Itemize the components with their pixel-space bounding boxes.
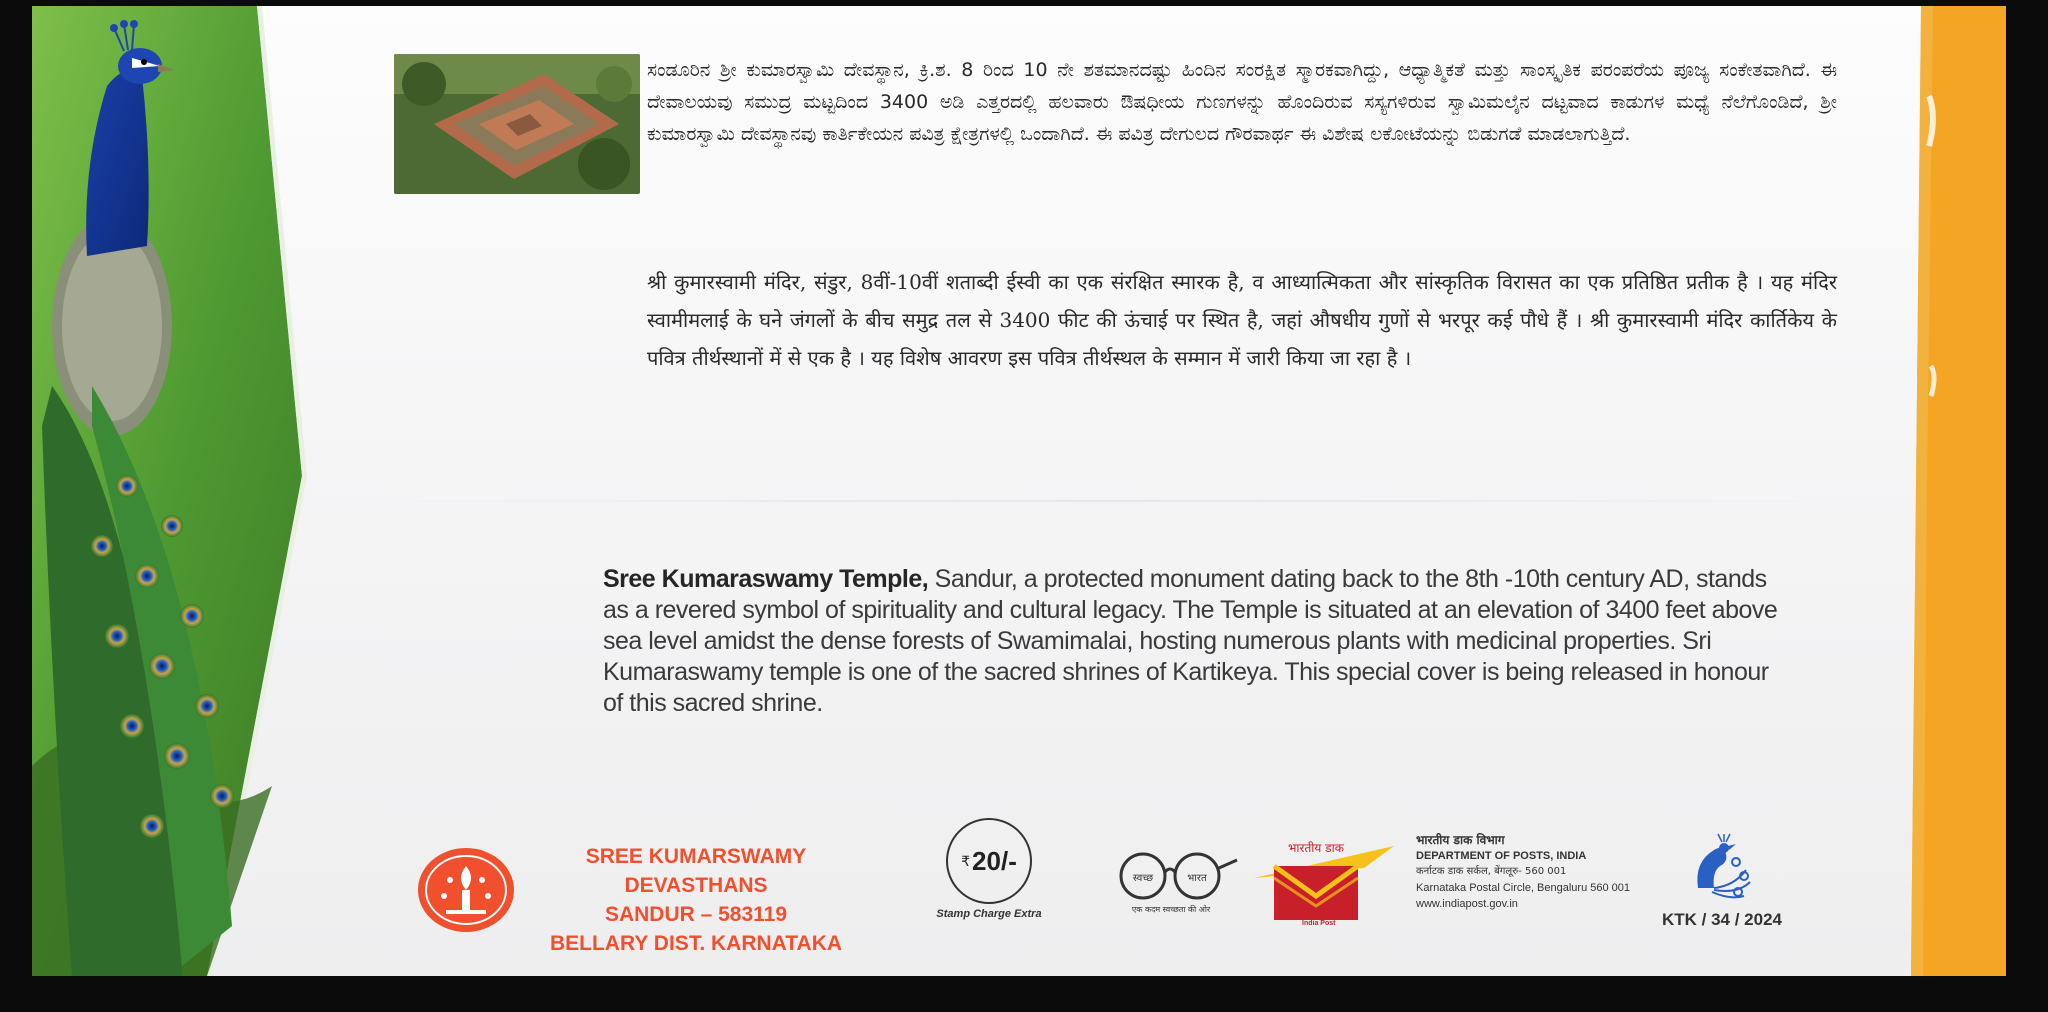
peacock-emblem-icon: [1684, 832, 1754, 902]
devasthan-seal-icon: [414, 844, 518, 936]
swachh-left-text: स्वच्छ: [1132, 873, 1154, 884]
stamp-charge-circle: [946, 818, 1032, 904]
swachh-tagline: एक कदम स्वच्छता की ओर: [1131, 905, 1211, 914]
hindi-description: श्री कुमारस्वामी मंदिर, संडुर, 8वीं-10वीं शताब्दी ईस्वी का एक संरक्षित स्मारक है, व आध्यात्मिकता और सांस्कृतिक विरासत का एक प्रतिष्ठित प्रतीक है । यह मंदिर स्वामीमलाई के घने जंगलों के बीच समुद्र तल से 3400 फीट की ऊंचाई पर स्थित है, जहां औषधीय गुणों से भरपूर कई पौधे हैं । श्री कुमारस्वामी मंदिर कार्तिकेय के पवित्र तीर्थस्थानों में से एक है । यह विशेष आवरण इस पवित्र तीर्थस्थल के सम्मान में जारी किया जा रहा है ।: [647, 270, 1837, 370]
stamp-charge-amount: 20/-: [972, 845, 1017, 876]
dept-name-hindi: भारतीय डाक विभाग: [1416, 833, 1505, 847]
special-cover-envelope: [32, 6, 2006, 976]
cover-serial-code: KTK / 34 / 2024: [1661, 910, 1782, 929]
india-post-english: India Post: [1302, 920, 1336, 926]
dept-name-english: DEPARTMENT OF POSTS, INDIA: [1416, 850, 1587, 862]
kannada-description: ಸಂಡೂರಿನ ಶ್ರೀ ಕುಮಾರಸ್ವಾಮಿ ದೇವಸ್ಥಾನ, ಕ್ರಿ.ಶ. 8 ರಿಂದ 10 ನೇ ಶತಮಾನದಷ್ಟು ಹಿಂದಿನ ಸಂರಕ್ಷಿತ ಸ್ಮಾರಕವಾಗಿದ್ದು, ಆಧ್ಯಾತ್ಮಿಕತೆ ಮತ್ತು ಸಾಂಸ್ಕೃತಿಕ ಪರಂಪರೆಯ ಪೂಜ್ಯ ಸಂಕೇತವಾಗಿದೆ. ಈ ದೇವಾಲಯವು ಸಮುದ್ರ ಮಟ್ಟದಿಂದ 3400 ಅಡಿ ಎತ್ತರದಲ್ಲಿ ಹಲವಾರು ಔಷಧೀಯ ಗುಣಗಳನ್ನು ಹೊಂದಿರುವ ಸಸ್ಯಗಳಿರುವ ಸ್ವಾಮಿಮಲೈನ ದಟ್ಟವಾದ ಕಾಡುಗಳ ಮಧ್ಯೆ ನೆಲೆಗೊಂಡಿದೆ, ಶ್ರೀ ಕುಮಾರಸ್ವಾಮಿ ದೇವಸ್ಥಾನವು ಕಾರ್ತಿಕೇಯನ ಪವಿತ್ರ ಕ್ಷೇತ್ರಗಳಲ್ಲಿ ಒಂದಾಗಿದೆ. ಈ ಪವಿತ್ರ ದೇಗುಲದ ಗೌರವಾರ್ಥ ಈ ವಿಶೇಷ ಲಕೋಟೆಯನ್ನು ಬಿಡುಗಡೆ ಮಾಡಲಾಗುತ್ತಿದೆ.: [647, 59, 1837, 145]
swachh-bharat-logo: [1105, 844, 1241, 916]
rupee-symbol: ₹: [961, 852, 971, 869]
devasthan-district: BELLARY DIST. KARNATAKA: [549, 932, 843, 955]
devasthan-name: SREE KUMARSWAMY DEVASTHANS: [585, 845, 807, 897]
stamp-charge-badge: [930, 818, 1048, 918]
swachh-right-text: भारत: [1187, 873, 1207, 884]
dept-website: www.indiapost.gov.in: [1416, 898, 1518, 910]
english-body: Sandur, a protected monument dating back to the 8th -10th century AD, stands as a revered symbol of spirituality and cultural legacy. The Temple is situated at an elevation of 3400 feet above sea level amidst the dense forests of Swamimalai, hosting numerous plants with medicinal properties. Sri Kumaraswamy temple is one of the sacred shrines of Kartikeya. This special cover is being released in honour of this sacred shrine.: [603, 565, 1778, 717]
postal-circle-hindi: कर्नाटक डाक सर्कल, बेंगलूरु- 560 001: [1416, 866, 1567, 877]
india-post-hindi: भारतीय डाक: [1288, 841, 1344, 855]
orange-side-flap: [1891, 6, 2006, 976]
department-of-posts-block: [1416, 832, 1646, 912]
english-lead-bold: Sree Kumaraswamy Temple,: [603, 565, 929, 593]
postal-circle-english: Karnataka Postal Circle, Bengaluru 560 001: [1416, 882, 1631, 894]
peacock-illustration: [32, 6, 322, 976]
envelope-fold-line: [312, 500, 1906, 502]
devasthan-address: [526, 842, 866, 958]
india-post-logo: [1254, 838, 1394, 926]
english-description: [603, 564, 1793, 719]
stamp-charge-label: Stamp Charge Extra: [936, 908, 1042, 920]
temple-aerial-photo: [394, 54, 640, 194]
devasthan-city: SANDUR – 583119: [604, 903, 788, 926]
